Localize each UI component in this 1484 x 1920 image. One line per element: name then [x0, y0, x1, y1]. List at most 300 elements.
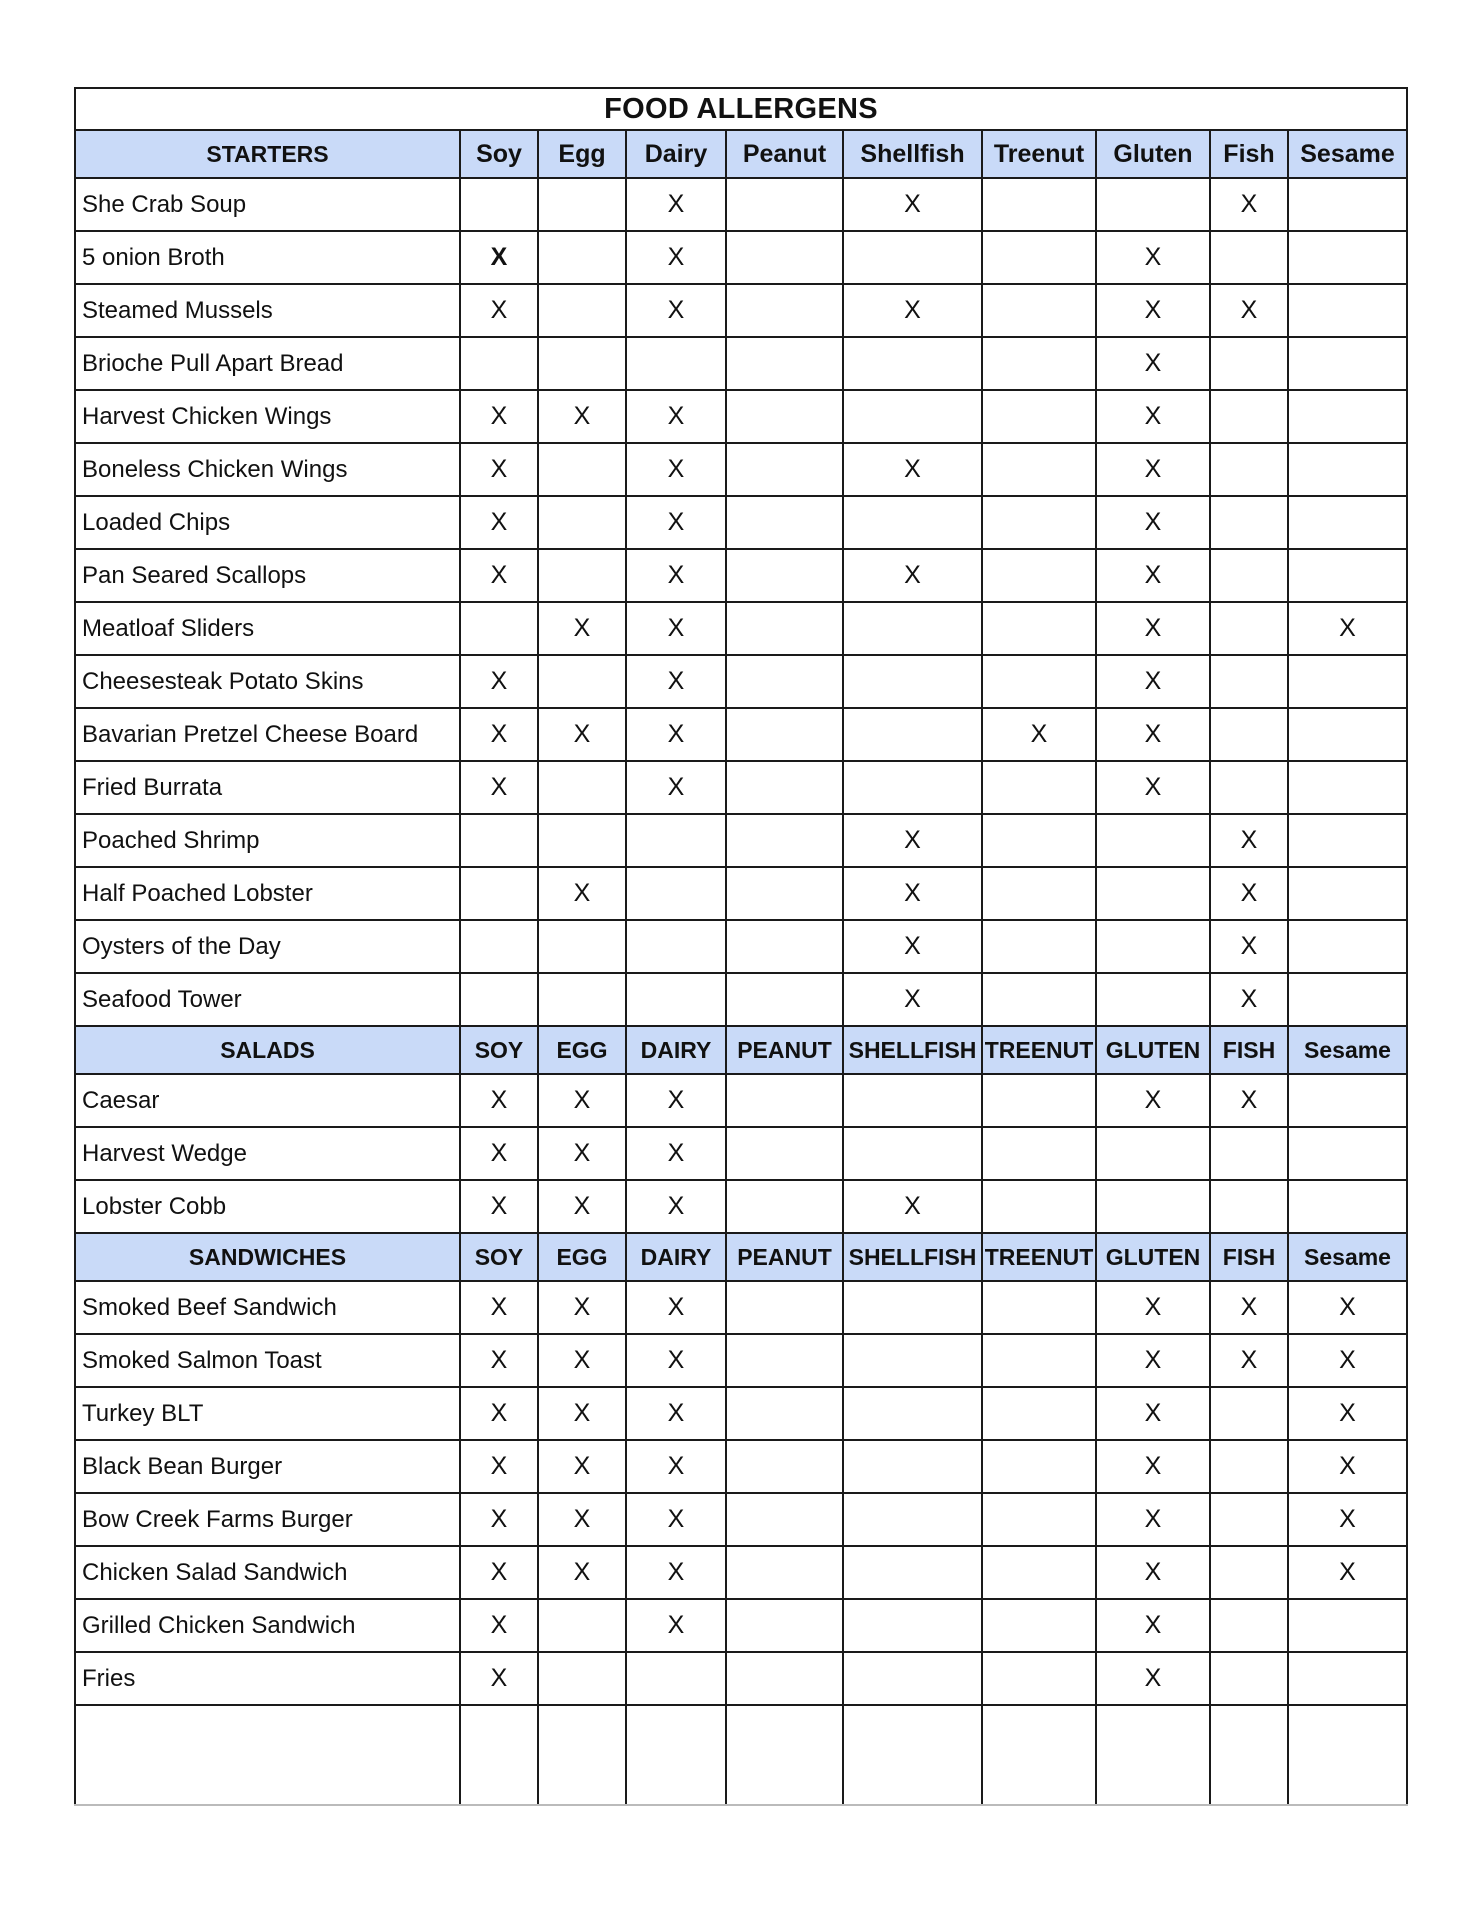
table-row	[75, 178, 1407, 231]
allergen-mark-cell: X	[1096, 337, 1210, 390]
allergen-mark-cell: X	[626, 231, 726, 284]
allergen-mark-cell: X	[843, 973, 982, 1026]
allergen-mark-cell	[726, 1599, 843, 1652]
section-title: SANDWICHES	[75, 1233, 460, 1281]
allergen-mark-cell	[982, 602, 1096, 655]
allergen-mark-cell	[726, 814, 843, 867]
allergen-mark-cell	[726, 867, 843, 920]
allergen-mark-cell: X	[1210, 867, 1288, 920]
allergen-mark-cell	[538, 973, 626, 1026]
column-header-treenut: Treenut	[982, 130, 1096, 178]
allergen-mark-cell: X	[626, 1440, 726, 1493]
allergen-mark-cell: X	[460, 549, 538, 602]
allergen-mark-cell	[538, 231, 626, 284]
allergen-mark-cell: X	[843, 867, 982, 920]
allergen-mark-cell	[726, 973, 843, 1026]
allergen-mark-cell: X	[626, 761, 726, 814]
allergen-mark-cell	[1210, 602, 1288, 655]
allergen-mark-cell: X	[626, 655, 726, 708]
allergen-mark-cell: X	[626, 390, 726, 443]
allergen-mark-cell	[538, 496, 626, 549]
allergen-mark-cell	[1210, 1599, 1288, 1652]
allergen-mark-cell	[982, 231, 1096, 284]
menu-item-name: Grilled Chicken Sandwich	[75, 1599, 460, 1652]
allergen-mark-cell: X	[460, 655, 538, 708]
allergen-mark-cell	[1210, 1652, 1288, 1705]
allergen-sheet	[74, 87, 1406, 1806]
allergen-mark-cell: X	[843, 284, 982, 337]
column-header-gluten: Gluten	[1096, 130, 1210, 178]
allergen-mark-cell	[726, 1493, 843, 1546]
menu-item-name: Seafood Tower	[75, 973, 460, 1026]
menu-item-name: Boneless Chicken Wings	[75, 443, 460, 496]
allergen-mark-cell	[1210, 443, 1288, 496]
blank-cell	[726, 1705, 843, 1805]
allergen-mark-cell: X	[1096, 1493, 1210, 1546]
allergen-mark-cell: X	[1096, 549, 1210, 602]
allergen-mark-cell	[843, 1493, 982, 1546]
allergen-mark-cell: X	[626, 1074, 726, 1127]
blank-cell	[626, 1705, 726, 1805]
table-row	[75, 1440, 1407, 1493]
allergen-mark-cell: X	[626, 602, 726, 655]
allergen-mark-cell	[460, 814, 538, 867]
blank-cell	[982, 1705, 1096, 1805]
allergen-mark-cell	[538, 337, 626, 390]
table-row	[75, 549, 1407, 602]
menu-item-name: Meatloaf Sliders	[75, 602, 460, 655]
table-row	[75, 1387, 1407, 1440]
allergen-mark-cell	[982, 1440, 1096, 1493]
allergen-mark-cell	[1288, 496, 1407, 549]
column-header-sesame: Sesame	[1288, 130, 1407, 178]
allergen-mark-cell: X	[843, 443, 982, 496]
allergen-mark-cell: X	[626, 496, 726, 549]
menu-item-name: Cheesesteak Potato Skins	[75, 655, 460, 708]
allergen-mark-cell: X	[843, 178, 982, 231]
allergen-mark-cell: X	[1096, 231, 1210, 284]
allergen-mark-cell: X	[538, 708, 626, 761]
title-row	[75, 88, 1407, 130]
table-row	[75, 655, 1407, 708]
allergen-mark-cell	[726, 1127, 843, 1180]
menu-item-name: 5 onion Broth	[75, 231, 460, 284]
menu-item-name: Caesar	[75, 1074, 460, 1127]
menu-item-name: Smoked Beef Sandwich	[75, 1281, 460, 1334]
menu-item-name: Harvest Wedge	[75, 1127, 460, 1180]
allergen-mark-cell	[1210, 337, 1288, 390]
allergen-mark-cell	[982, 973, 1096, 1026]
allergen-mark-cell: X	[1096, 1387, 1210, 1440]
allergen-mark-cell	[982, 1281, 1096, 1334]
allergen-mark-cell	[1096, 1180, 1210, 1233]
allergen-mark-cell	[538, 920, 626, 973]
allergen-mark-cell: X	[626, 178, 726, 231]
blank-cell	[1288, 1705, 1407, 1805]
allergen-mark-cell: X	[843, 1180, 982, 1233]
allergen-mark-cell: X	[538, 1180, 626, 1233]
column-header-egg: EGG	[538, 1026, 626, 1074]
column-header-peanut: Peanut	[726, 130, 843, 178]
allergen-mark-cell: X	[460, 231, 538, 284]
column-header-soy: SOY	[460, 1233, 538, 1281]
allergen-mark-cell	[982, 337, 1096, 390]
allergen-mark-cell	[1096, 973, 1210, 1026]
allergen-mark-cell	[982, 867, 1096, 920]
table-row	[75, 602, 1407, 655]
allergen-mark-cell	[982, 1493, 1096, 1546]
allergen-mark-cell: X	[843, 920, 982, 973]
blank-cell	[843, 1705, 982, 1805]
allergen-mark-cell	[843, 496, 982, 549]
column-header-fish: FISH	[1210, 1026, 1288, 1074]
allergen-mark-cell	[1288, 814, 1407, 867]
allergen-mark-cell	[1288, 390, 1407, 443]
allergen-mark-cell: X	[538, 1334, 626, 1387]
table-row	[75, 1546, 1407, 1599]
allergen-mark-cell: X	[460, 1074, 538, 1127]
blank-cell	[460, 1705, 538, 1805]
column-header-fish: Fish	[1210, 130, 1288, 178]
table-row	[75, 496, 1407, 549]
table-row	[75, 337, 1407, 390]
allergen-mark-cell: X	[460, 1546, 538, 1599]
allergen-mark-cell: X	[626, 708, 726, 761]
table-title: FOOD ALLERGENS	[75, 88, 1407, 130]
allergen-mark-cell	[1210, 1493, 1288, 1546]
menu-item-name: Chicken Salad Sandwich	[75, 1546, 460, 1599]
allergen-mark-cell	[1096, 920, 1210, 973]
table-row	[75, 1127, 1407, 1180]
allergen-mark-cell: X	[1096, 1440, 1210, 1493]
allergen-mark-cell: X	[1096, 1074, 1210, 1127]
allergen-mark-cell	[1288, 443, 1407, 496]
allergen-mark-cell	[982, 1127, 1096, 1180]
table-row	[75, 1074, 1407, 1127]
allergen-mark-cell	[1210, 1440, 1288, 1493]
allergen-mark-cell	[726, 1546, 843, 1599]
allergen-mark-cell: X	[1210, 1074, 1288, 1127]
allergen-mark-cell	[460, 867, 538, 920]
allergen-mark-cell	[982, 496, 1096, 549]
section-title: STARTERS	[75, 130, 460, 178]
allergen-mark-cell	[1288, 920, 1407, 973]
allergen-mark-cell	[982, 655, 1096, 708]
menu-item-name: Loaded Chips	[75, 496, 460, 549]
allergen-mark-cell: X	[1096, 443, 1210, 496]
allergen-mark-cell: X	[1096, 1334, 1210, 1387]
allergen-mark-cell	[843, 337, 982, 390]
allergen-table	[74, 87, 1408, 1806]
allergen-mark-cell: X	[538, 1281, 626, 1334]
allergen-mark-cell	[726, 708, 843, 761]
menu-item-name: Smoked Salmon Toast	[75, 1334, 460, 1387]
column-header-fish: FISH	[1210, 1233, 1288, 1281]
allergen-mark-cell	[982, 1074, 1096, 1127]
table-row	[75, 708, 1407, 761]
column-header-egg: Egg	[538, 130, 626, 178]
allergen-mark-cell: X	[1096, 1546, 1210, 1599]
allergen-mark-cell: X	[1288, 1387, 1407, 1440]
allergen-mark-cell: X	[1096, 1652, 1210, 1705]
blank-cell	[538, 1705, 626, 1805]
allergen-mark-cell: X	[626, 1180, 726, 1233]
allergen-mark-cell	[1210, 390, 1288, 443]
allergen-mark-cell	[1288, 1599, 1407, 1652]
allergen-mark-cell	[1210, 496, 1288, 549]
column-header-shellfish: SHELLFISH	[843, 1026, 982, 1074]
allergen-mark-cell: X	[538, 1493, 626, 1546]
allergen-mark-cell	[538, 549, 626, 602]
allergen-mark-cell: X	[538, 1387, 626, 1440]
column-header-treenut: TREENUT	[982, 1233, 1096, 1281]
allergen-mark-cell	[982, 1599, 1096, 1652]
menu-item-name: Bow Creek Farms Burger	[75, 1493, 460, 1546]
allergen-mark-cell	[982, 1546, 1096, 1599]
allergen-mark-cell: X	[538, 1127, 626, 1180]
table-row	[75, 231, 1407, 284]
allergen-mark-cell	[982, 1334, 1096, 1387]
allergen-mark-cell	[1288, 284, 1407, 337]
allergen-mark-cell: X	[460, 708, 538, 761]
table-row	[75, 867, 1407, 920]
allergen-mark-cell	[843, 602, 982, 655]
allergen-mark-cell	[1210, 231, 1288, 284]
allergen-mark-cell	[843, 1546, 982, 1599]
allergen-mark-cell	[1096, 1127, 1210, 1180]
allergen-mark-cell	[726, 655, 843, 708]
allergen-mark-cell	[1096, 178, 1210, 231]
menu-item-name: Black Bean Burger	[75, 1440, 460, 1493]
allergen-mark-cell	[843, 1281, 982, 1334]
allergen-mark-cell	[626, 973, 726, 1026]
allergen-mark-cell	[982, 284, 1096, 337]
allergen-mark-cell	[982, 920, 1096, 973]
menu-item-name: Steamed Mussels	[75, 284, 460, 337]
menu-item-name: Poached Shrimp	[75, 814, 460, 867]
allergen-mark-cell	[1210, 1127, 1288, 1180]
allergen-mark-cell: X	[626, 443, 726, 496]
menu-item-name: Half Poached Lobster	[75, 867, 460, 920]
allergen-mark-cell: X	[1096, 284, 1210, 337]
allergen-mark-cell	[1096, 814, 1210, 867]
blank-cell	[75, 1705, 460, 1805]
allergen-mark-cell	[1210, 1180, 1288, 1233]
column-header-soy: SOY	[460, 1026, 538, 1074]
allergen-mark-cell	[843, 1127, 982, 1180]
allergen-mark-cell	[726, 1440, 843, 1493]
allergen-mark-cell	[1288, 1652, 1407, 1705]
allergen-mark-cell: X	[626, 1334, 726, 1387]
table-row	[75, 1599, 1407, 1652]
allergen-mark-cell	[626, 1652, 726, 1705]
allergen-mark-cell	[1288, 708, 1407, 761]
section-header-salads	[75, 1026, 1407, 1074]
allergen-mark-cell: X	[626, 1546, 726, 1599]
allergen-mark-cell	[1288, 973, 1407, 1026]
menu-item-name: Harvest Chicken Wings	[75, 390, 460, 443]
allergen-mark-cell	[843, 708, 982, 761]
column-header-shellfish: SHELLFISH	[843, 1233, 982, 1281]
allergen-mark-cell: X	[460, 284, 538, 337]
menu-item-name: She Crab Soup	[75, 178, 460, 231]
allergen-mark-cell	[843, 1074, 982, 1127]
allergen-mark-cell	[843, 390, 982, 443]
allergen-mark-cell	[460, 973, 538, 1026]
column-header-gluten: GLUTEN	[1096, 1026, 1210, 1074]
allergen-mark-cell	[726, 496, 843, 549]
allergen-mark-cell	[726, 1180, 843, 1233]
allergen-mark-cell: X	[538, 602, 626, 655]
allergen-mark-cell	[843, 231, 982, 284]
allergen-mark-cell	[982, 1652, 1096, 1705]
allergen-mark-cell	[1288, 761, 1407, 814]
allergen-mark-cell	[726, 178, 843, 231]
menu-item-name: Oysters of the Day	[75, 920, 460, 973]
allergen-mark-cell: X	[1210, 973, 1288, 1026]
allergen-mark-cell: X	[460, 1387, 538, 1440]
column-header-soy: Soy	[460, 130, 538, 178]
column-header-sesame: Sesame	[1288, 1233, 1407, 1281]
allergen-mark-cell	[460, 337, 538, 390]
allergen-mark-cell	[1210, 708, 1288, 761]
allergen-mark-cell	[982, 761, 1096, 814]
table-row	[75, 761, 1407, 814]
menu-item-name: Fried Burrata	[75, 761, 460, 814]
allergen-mark-cell: X	[1096, 655, 1210, 708]
allergen-mark-cell	[726, 1074, 843, 1127]
allergen-mark-cell	[1210, 761, 1288, 814]
menu-item-name: Turkey BLT	[75, 1387, 460, 1440]
allergen-mark-cell	[538, 655, 626, 708]
allergen-mark-cell	[538, 1599, 626, 1652]
allergen-mark-cell: X	[460, 1180, 538, 1233]
allergen-mark-cell	[626, 867, 726, 920]
allergen-mark-cell: X	[1210, 1334, 1288, 1387]
allergen-mark-cell	[726, 1334, 843, 1387]
allergen-mark-cell: X	[1288, 602, 1407, 655]
allergen-mark-cell: X	[1096, 761, 1210, 814]
allergen-mark-cell: X	[1288, 1281, 1407, 1334]
allergen-mark-cell	[538, 178, 626, 231]
allergen-mark-cell	[843, 1440, 982, 1493]
allergen-mark-cell: X	[1096, 1599, 1210, 1652]
column-header-dairy: DAIRY	[626, 1026, 726, 1074]
allergen-mark-cell	[726, 761, 843, 814]
column-header-shellfish: Shellfish	[843, 130, 982, 178]
allergen-mark-cell: X	[626, 1493, 726, 1546]
allergen-mark-cell: X	[1096, 496, 1210, 549]
allergen-mark-cell: X	[1096, 708, 1210, 761]
menu-item-name: Brioche Pull Apart Bread	[75, 337, 460, 390]
allergen-mark-cell	[1210, 549, 1288, 602]
allergen-mark-cell	[538, 443, 626, 496]
allergen-mark-cell: X	[1096, 602, 1210, 655]
blank-cell	[1096, 1705, 1210, 1805]
allergen-mark-cell: X	[538, 1546, 626, 1599]
allergen-mark-cell	[726, 284, 843, 337]
menu-item-name: Bavarian Pretzel Cheese Board	[75, 708, 460, 761]
allergen-mark-cell	[726, 231, 843, 284]
allergen-mark-cell	[1288, 337, 1407, 390]
allergen-mark-cell: X	[460, 443, 538, 496]
allergen-mark-cell: X	[460, 1440, 538, 1493]
allergen-mark-cell: X	[538, 1440, 626, 1493]
allergen-mark-cell: X	[982, 708, 1096, 761]
menu-item-name: Pan Seared Scallops	[75, 549, 460, 602]
column-header-treenut: TREENUT	[982, 1026, 1096, 1074]
allergen-mark-cell	[1288, 655, 1407, 708]
allergen-mark-cell	[1096, 867, 1210, 920]
allergen-mark-cell: X	[1210, 178, 1288, 231]
allergen-mark-cell: X	[626, 1127, 726, 1180]
allergen-mark-cell: X	[538, 867, 626, 920]
allergen-mark-cell: X	[460, 1652, 538, 1705]
allergen-mark-cell: X	[460, 761, 538, 814]
allergen-mark-cell: X	[843, 549, 982, 602]
allergen-mark-cell: X	[538, 390, 626, 443]
allergen-mark-cell	[538, 761, 626, 814]
column-header-gluten: GLUTEN	[1096, 1233, 1210, 1281]
allergen-mark-cell	[1210, 1546, 1288, 1599]
allergen-mark-cell	[843, 1387, 982, 1440]
allergen-mark-cell	[1288, 549, 1407, 602]
allergen-mark-cell	[626, 814, 726, 867]
allergen-mark-cell	[726, 1652, 843, 1705]
section-title: SALADS	[75, 1026, 460, 1074]
allergen-mark-cell	[982, 178, 1096, 231]
allergen-mark-cell	[982, 443, 1096, 496]
allergen-mark-cell	[538, 1652, 626, 1705]
allergen-mark-cell	[460, 920, 538, 973]
column-header-sesame: Sesame	[1288, 1026, 1407, 1074]
table-row	[75, 390, 1407, 443]
allergen-mark-cell: X	[460, 1334, 538, 1387]
allergen-mark-cell	[982, 1387, 1096, 1440]
table-row	[75, 814, 1407, 867]
table-row	[75, 443, 1407, 496]
allergen-mark-cell: X	[1288, 1493, 1407, 1546]
allergen-mark-cell	[1288, 1180, 1407, 1233]
allergen-mark-cell: X	[1288, 1546, 1407, 1599]
allergen-mark-cell	[982, 549, 1096, 602]
table-row	[75, 973, 1407, 1026]
allergen-mark-cell	[726, 337, 843, 390]
allergen-mark-cell: X	[1096, 1281, 1210, 1334]
allergen-mark-cell: X	[1096, 390, 1210, 443]
allergen-mark-cell	[1210, 1387, 1288, 1440]
allergen-mark-cell	[843, 1334, 982, 1387]
allergen-mark-cell	[626, 337, 726, 390]
allergen-mark-cell	[982, 814, 1096, 867]
allergen-mark-cell	[538, 814, 626, 867]
allergen-mark-cell: X	[626, 1281, 726, 1334]
menu-item-name: Lobster Cobb	[75, 1180, 460, 1233]
allergen-mark-cell	[1288, 178, 1407, 231]
blank-cell	[1210, 1705, 1288, 1805]
column-header-dairy: DAIRY	[626, 1233, 726, 1281]
allergen-mark-cell: X	[460, 390, 538, 443]
table-row	[75, 1180, 1407, 1233]
allergen-mark-cell: X	[460, 1599, 538, 1652]
table-row	[75, 920, 1407, 973]
allergen-mark-cell	[538, 284, 626, 337]
allergen-mark-cell	[982, 390, 1096, 443]
allergen-mark-cell: X	[1210, 1281, 1288, 1334]
table-row	[75, 284, 1407, 337]
allergen-mark-cell	[1288, 231, 1407, 284]
allergen-mark-cell: X	[460, 1493, 538, 1546]
